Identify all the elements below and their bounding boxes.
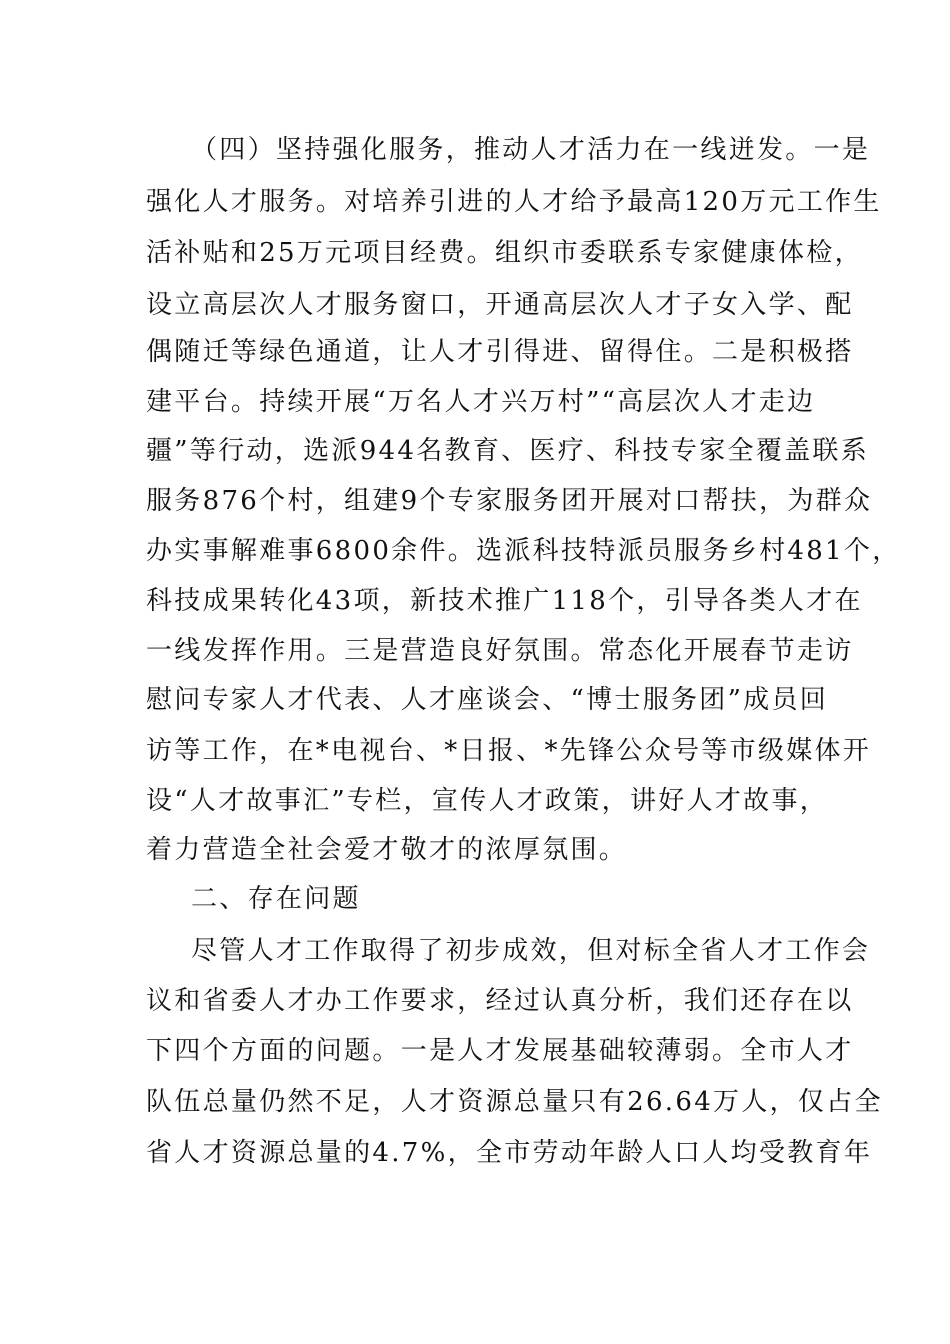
paragraph-4-line-4: 设立高层次人才服务窗口，开通高层次人才子女入学、配 — [146, 290, 854, 320]
paragraph-4-line-5: 偶随迁等绿色通道，让人才引得进、留得住。二是积极搭 — [146, 337, 854, 367]
paragraph-4-line-7: 疆”等行动，选派944名教育、医疗、科技专家全覆盖联系 — [146, 436, 870, 466]
paragraph-4-line-3: 活补贴和25万元项目经费。组织市委联系专家健康体检， — [146, 238, 863, 268]
paragraph-4-line-10: 科技成果转化43项，新技术推广118个，引导各类人才在 — [146, 586, 863, 616]
paragraph-4-line-8: 服务876个村，组建9个专家服务团开展对口帮扶，为群众 — [146, 486, 873, 516]
paragraph-problems-line-3: 下四个方面的问题。一是人才发展基础较薄弱。全市人才 — [146, 1036, 854, 1066]
paragraph-4-line-1: （四）坚持强化服务，推动人才活力在一线迸发。一是 — [191, 135, 871, 165]
paragraph-problems-line-2: 议和省委人才办工作要求，经过认真分析，我们还存在以 — [146, 986, 854, 1016]
paragraph-4-line-13: 访等工作，在*电视台、*日报、*先锋公众号等市级媒体开 — [146, 736, 872, 766]
paragraph-problems-line-4: 队伍总量仍然不足，人才资源总量只有26.64万人，仅占全 — [146, 1087, 883, 1117]
paragraph-4-line-6: 建平台。持续开展“万名人才兴万村”“高层次人才走边 — [146, 387, 816, 417]
paragraph-problems-line-5: 省人才资源总量的4.7%，全市劳动年龄人口人均受教育年 — [146, 1138, 873, 1168]
paragraph-4-line-14: 设“人才故事汇”专栏，宣传人才政策，讲好人才故事， — [146, 786, 829, 816]
section-heading-problems: 二、存在问题 — [191, 884, 361, 914]
paragraph-4-line-12: 慰问专家人才代表、人才座谈会、“博士服务团”成员回 — [146, 685, 829, 715]
paragraph-4-line-2: 强化人才服务。对培养引进的人才给予最高120万元工作生 — [146, 187, 882, 217]
paragraph-problems-line-1: 尽管人才工作取得了初步成效，但对标全省人才工作会 — [191, 936, 871, 966]
paragraph-4-line-15: 着力营造全社会爱才敬才的浓厚氛围。 — [146, 835, 628, 865]
paragraph-4-line-11: 一线发挥作用。三是营造良好氛围。常态化开展春节走访 — [146, 636, 854, 666]
paragraph-4-line-9: 办实事解难事6800余件。选派科技特派员服务乡村481个， — [146, 536, 901, 566]
